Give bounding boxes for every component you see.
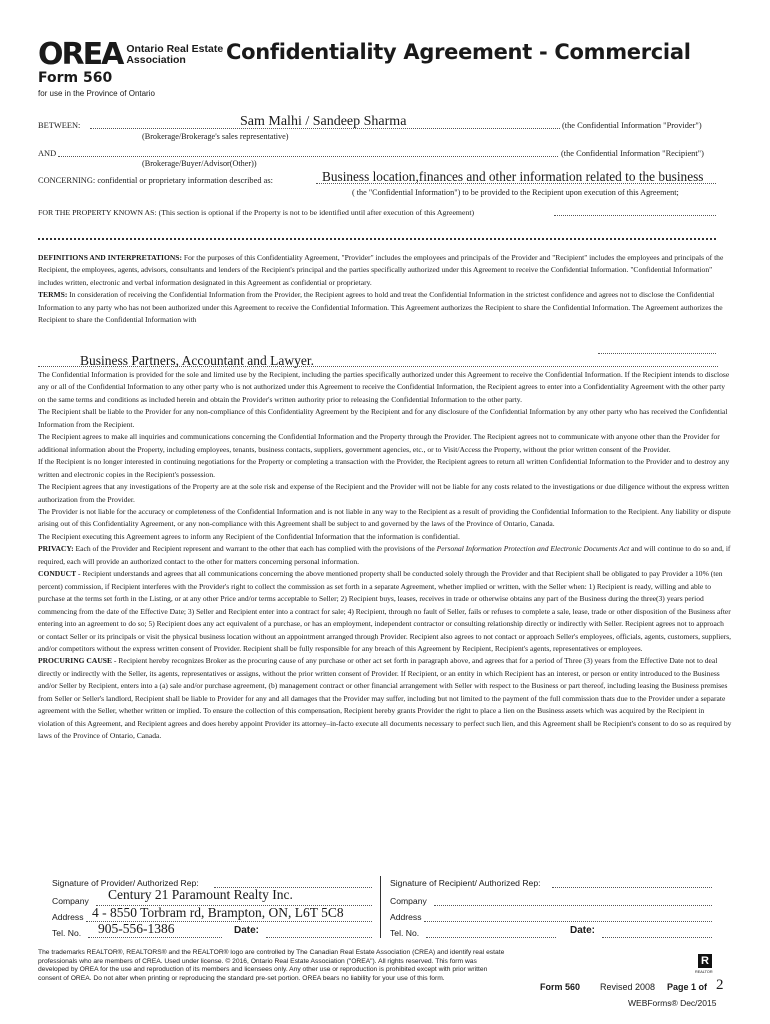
provider-tel-label: Tel. No. [52,928,82,938]
paragraph-investigations: The Recipient agrees that any investigations of the Property are at the sole risk and expense of the Recipient and the Provider will not be liable for any costs related to the investigations or due diligence without the express written authorization from the Provider. [38,482,729,504]
footer-revised: Revised 2008 [600,982,656,992]
recipient-sublabel: (Brokerage/Buyer/Advisor(Other)) [142,159,257,168]
concerning-sublabel: ( the "Confidential Information") to be provided to the Recipient upon execution of this Agreement; [352,188,679,197]
provider-date-line[interactable] [266,937,372,938]
footer-form-number: Form 560 [540,982,581,992]
procuring-heading: PROCURING CAUSE [38,656,113,666]
provider-company-label: Company [52,896,89,906]
procuring-paragraph [38,655,732,742]
logo-line-2: Association [126,54,186,66]
property-label: FOR THE PROPERTY KNOWN AS: (This section is optional if the Property is not to be identified until after execution of this Agreement) [38,208,475,217]
paragraph-liability: The Recipient shall be liable to the Provider for any non-compliance of this Confidentiality Agreement by the Recipient and for any disclosure of the Confidential Information by any other party who has received the Confidential Information from the Recipient. [38,407,728,429]
paragraph-inform: The Recipient executing this Agreement agrees to inform any Recipient of the Confidential Information that the information is confidential. [38,531,460,541]
definitions-block [38,252,732,327]
conduct-text: - Recipient understands and agrees that all communications concerning the above mentioned property shall be conducted solely through the Provider and that Recipient shall be obligated to pay Provider a 10% (ten percent) commission, if Recipient interferes with the Provider's right to collect the commission as set forth in a separate Agreement, whether implied or written, with the Seller when: 1) Recipient is ready, willing and able to purchase at the terms set forth in the Listing, or at any other Price and/or terms acceptable to Seller; 2) Recipient buys, leases, receives in trade or otherwise obtains any part of the Business during the three(3) years period commencing from the date of the Effective Date; 3) Seller and Recipient enter into a contract for sale; 4) Recipient, through no fault of Seller, fails or refuses to complete a sale, lease, trade or other disposition of the Business after entering into an agreement to do so; 5) Recipient does any act equivalent of a purchase, or has an employment, independent contractor or consulting relationship directly or indirectly with Seller. Recipient agrees not to approach or contact Seller or its principals or visit the physical business location without an appointment arranged through Provider. Recipient also agrees to not contact or approach Seller's employees, officials, agents, customers, suppliers, and/or competitors without the express written consent of Provider. Recipient shall be fully responsible for any breach of this Agreement by Recipient, Recipient's agents, representatives or employees. [38,569,732,653]
authorized-parties-value[interactable]: Business Partners, Accountant and Lawyer. [80,353,314,368]
footer-page-label: Page 1 of [667,982,708,992]
for-use-note: for use in the Province of Ontario [38,89,155,98]
recipient-signature-label: Signature of Recipient/ Authorized Rep: [390,878,541,888]
provider-signature-label: Signature of Provider/ Authorized Rep: [52,878,199,888]
conduct-paragraph [38,568,732,655]
recipient-company-label: Company [390,896,427,906]
provider-sublabel: (Brokerage/Brokerage's sales representative) [142,132,289,141]
footer-page-total: 2 [716,977,724,993]
provider-tel-line[interactable] [88,937,222,938]
realtor-logo-caption: REALTOR [695,970,713,974]
conduct-heading: CONDUCT [38,569,77,579]
legal-footer: The trademarks REALTOR®, REALTORS® and the REALTOR® logo are controlled by The Canadian Real Estate Association (CREA) and identify real estate professionals who are members of CREA. Used under license. © 2016, Ontario Real Estate Association ("OREA"). All rights reserved. This form was developed by OREA for the use and reproduction of its members and licensees only. Any other use or reproduction is prohibited except with prior written consent of OREA. Do not alter when printing or reproducing the standard pre-set portion. OREA bears no liability for your use of this form. [38,949,505,982]
orea-logo [38,37,224,72]
privacy-text-a: Each of the Provider and Recipient represent and warrant to the other that each has complied with the provisions of the [75,544,435,554]
authorized-field-line-1[interactable] [598,353,716,354]
provider-value[interactable]: Sam Malhi / Sandeep Sharma [240,114,407,129]
recipient-field-line[interactable] [58,156,558,157]
provider-address-value[interactable]: 4 - 8550 Torbram rd, Brampton, ON, L6T 5C8 [92,905,344,920]
recipient-signature-line[interactable] [552,887,712,888]
recipient-company-line[interactable] [434,905,712,906]
provider-tel-value[interactable]: 905-556-1386 [98,921,175,936]
recipient-date-line[interactable] [602,937,712,938]
form-number: Form 560 [38,70,113,86]
authorized-field-line-2[interactable] [38,366,718,367]
provider-company-value[interactable]: Century 21 Paramount Realty Inc. [108,887,293,902]
paragraph-inquiries: The Recipient agrees to make all inquiries and communications concerning the Confidential Information and the Property through the Provider. The Recipient agrees not to communicate with anyone other than the Provider for additional information about the Property, including employees, tenants, business contacts, suppliers, government agencies, etc., or to Visit/Access the Property, without the prior written consent of the Provider. [38,432,720,454]
between-label: BETWEEN: [38,121,81,130]
terms-paragraph [38,289,732,326]
logo-line-1: Ontario Real Estate [126,43,224,55]
footer-webforms: WEBForms® Dec/2015 [628,998,717,1008]
privacy-paragraph [38,543,732,568]
provider-date-label: Date: [234,925,260,936]
provider-suffix: (the Confidential Information "Provider") [562,121,702,130]
recipient-tel-label: Tel. No. [390,928,420,938]
terms-text: In consideration of receiving the Confidential Information from the Provider, the Recipient agrees to hold and treat the Confidential Information in the strictest confidence and agrees not to disclose the Confidential Information to any party who has not been authorized under this Agreement to receive the Confidential Information. This Agreement authorizes the Recipient to share the Confidential Information. The Agreement authorizes the Recipient to share the Confidential Information with [38,290,723,325]
recipient-address-line[interactable] [424,921,712,922]
definitions-heading: DEFINITIONS AND INTERPRETATIONS: [38,253,182,262]
definitions-paragraph [38,252,732,289]
realtor-logo-icon: R [698,954,712,968]
form-title: Confidentiality Agreement - Commercial [226,40,691,64]
provider-address-label: Address [52,912,84,922]
signature-divider [380,876,381,938]
concerning-label: CONCERNING: confidential or proprietary information described as: [38,176,273,185]
orea-logo-text [126,44,223,66]
concerning-value[interactable]: Business location,finances and other information related to the business [322,169,704,184]
paragraph-return: If the Recipient is no longer interested in continuing negotiations for the Property or completing a transaction with the Provider, the Recipient agrees to return all written Confidential Information to the Provider and to destroy any written and electronic copies in the Recipient's possession. [38,457,730,479]
privacy-heading: PRIVACY: [38,544,74,554]
privacy-text-b: and will continue to do so and, if required, each will provide an authorized contact to the other for matters concerning personal information. [38,544,731,566]
recipient-tel-line[interactable] [426,937,556,938]
recipient-date-label: Date: [570,925,596,936]
property-field-line-2[interactable] [38,238,716,240]
procuring-text: - Recipient hereby recognizes Broker as the procuring cause of any purchase or other act set forth in paragraph above, and agrees that for a period of Three (3) years from the Effective Date not to deal directly or indirectly with the Seller, its agents, representatives or assigns, without the prior written consent of Provider. If Recipient, or an entity in which Recipient has an interest, or person or entity introduced to the Business and/or Seller by Recipient, enters into a (a) sale and/or purchase agreement, (b) management contract or other financial arrangement with Seller with respect to the Business or part thereof, including leasing the Business premises from Seller or Seller's landlord, Recipient shall be liable to Provider for any and all damages that the Provider may suffer, including but not limited to the payment of the full commission thats due to the Provider under a separate agreement with the Seller, whether written or implied. To ensure the collection of this compensation, Recipient hereby grants Provider the right to place a lien on the Business assets which was acquired by the Recipient in violation of this Agreement, and Recipient agrees and does hereby appoint Provider its attorney–in-facto execute all documents necessary to perfect such lien, and this Agreement shall be Recipient's consent to do so as required by laws of the Province of Ontario, Canada. [38,656,732,741]
terms-block [38,369,732,743]
and-label: AND [38,149,57,158]
terms-heading: TERMS: [38,290,68,300]
privacy-act-name: Personal Information Protection and Electronic Documents Act [436,544,630,554]
recipient-suffix: (the Confidential Information "Recipient") [561,149,704,158]
recipient-address-label: Address [390,912,422,922]
property-field-line[interactable] [554,215,716,216]
orea-logo-mark: OREA [38,37,123,72]
paragraph-sole-use: The Confidential Information is provided for the sole and limited use by the Recipient, including the parties specifically authorized under this Agreement to receive the Confidential Information. If the Recipient intends to disclose any or all of the Confidential Information to any other party who is not authorized under this Agreement to receive the Confidential Information, the Recipient agrees to enter into a Confidentiality Agreement with the other party on the same terms and conditions as included herein and obtain the Provider's written authority prior to releasing the Confidential Information to the other party. [38,370,730,404]
definitions-text: For the purposes of this Confidentiality Agreement, "Provider" includes the employees and principals of the Provider and "Recipient" includes the employees and principals of the Recipient, the employees, agents, advisors, consultants and lenders of the Recipient's principal and the parties specifically authorized under this Agreement to receive the Confidential Information. "Confidential Information" includes written, electronic and verbal information designated in this Agreement as confidential or proprietary. [38,253,724,287]
paragraph-accuracy: The Provider is not liable for the accuracy or completeness of the Confidential Information and is not liable in any way to the Recipient as a result of providing the Confidential Information to the Recipient. Any liability or dispute arising out of this Confidentiality Agreement, or any non-compliance with this Agreement shall be subject to and governed by the laws of the Province of Ontario, Canada. [38,506,731,529]
